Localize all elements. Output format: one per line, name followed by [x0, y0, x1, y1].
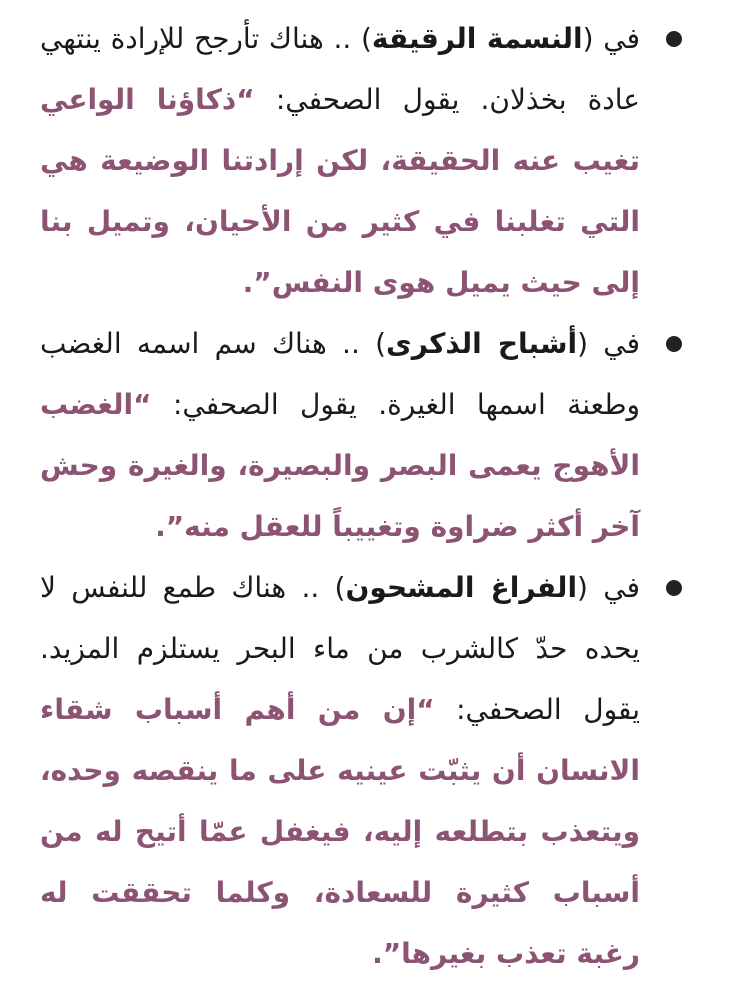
item-quote: “الغضب الأهوج يعمى البصر والبصيرة، والغيرة وحش آخر أكثر ضراوة وتغييباً للعقل منه”. [40, 388, 640, 543]
bullet-dot-icon [666, 580, 682, 596]
item-body: ) .. هناك تأرجح للإرادة ينتهي عادة بخذلان. يقول الصحفي: [40, 22, 641, 116]
item-body: ) .. هناك طمع للنفس لا يحده حدّ كالشرب من ماء البحر يستلزم المزيد. يقول الصحفي: [40, 571, 640, 726]
bullet-list [0, 8, 750, 984]
item-body: ) .. هناك سم اسمه الغضب وطعنة اسمها الغيرة. يقول الصحفي: [40, 327, 640, 421]
item-quote: “إن من أهم أسباب شقاء الانسان أن يثبّت عينيه على ما ينقصه وحده، ويتعذب بتطلعه إليه، فيغفل عمّا أتيح له من أسباب كثيرة للسعادة، وكلما تحققت له رغبة تعذب بغيرها”. [40, 693, 640, 970]
list-item [0, 557, 750, 984]
item-topic: الفراغ المشحون [345, 571, 578, 604]
list-item [0, 313, 750, 557]
bullet-dot-icon [666, 336, 682, 352]
list-item [0, 8, 750, 313]
item-topic: أشباح الذكرى [386, 327, 578, 360]
item-prefix: في ( [582, 22, 640, 55]
item-prefix: في ( [577, 327, 640, 360]
item-topic: النسمة الرقيقة [371, 22, 583, 55]
item-quote: “ذكاؤنا الواعي تغيب عنه الحقيقة، لكن إرادتنا الوضيعة هي التي تغلبنا في كثير من الأحيان، وتميل بنا إلى حيث يميل هوى النفس”. [40, 83, 640, 299]
bullet-dot-icon [666, 31, 682, 47]
item-prefix: في ( [577, 571, 640, 604]
